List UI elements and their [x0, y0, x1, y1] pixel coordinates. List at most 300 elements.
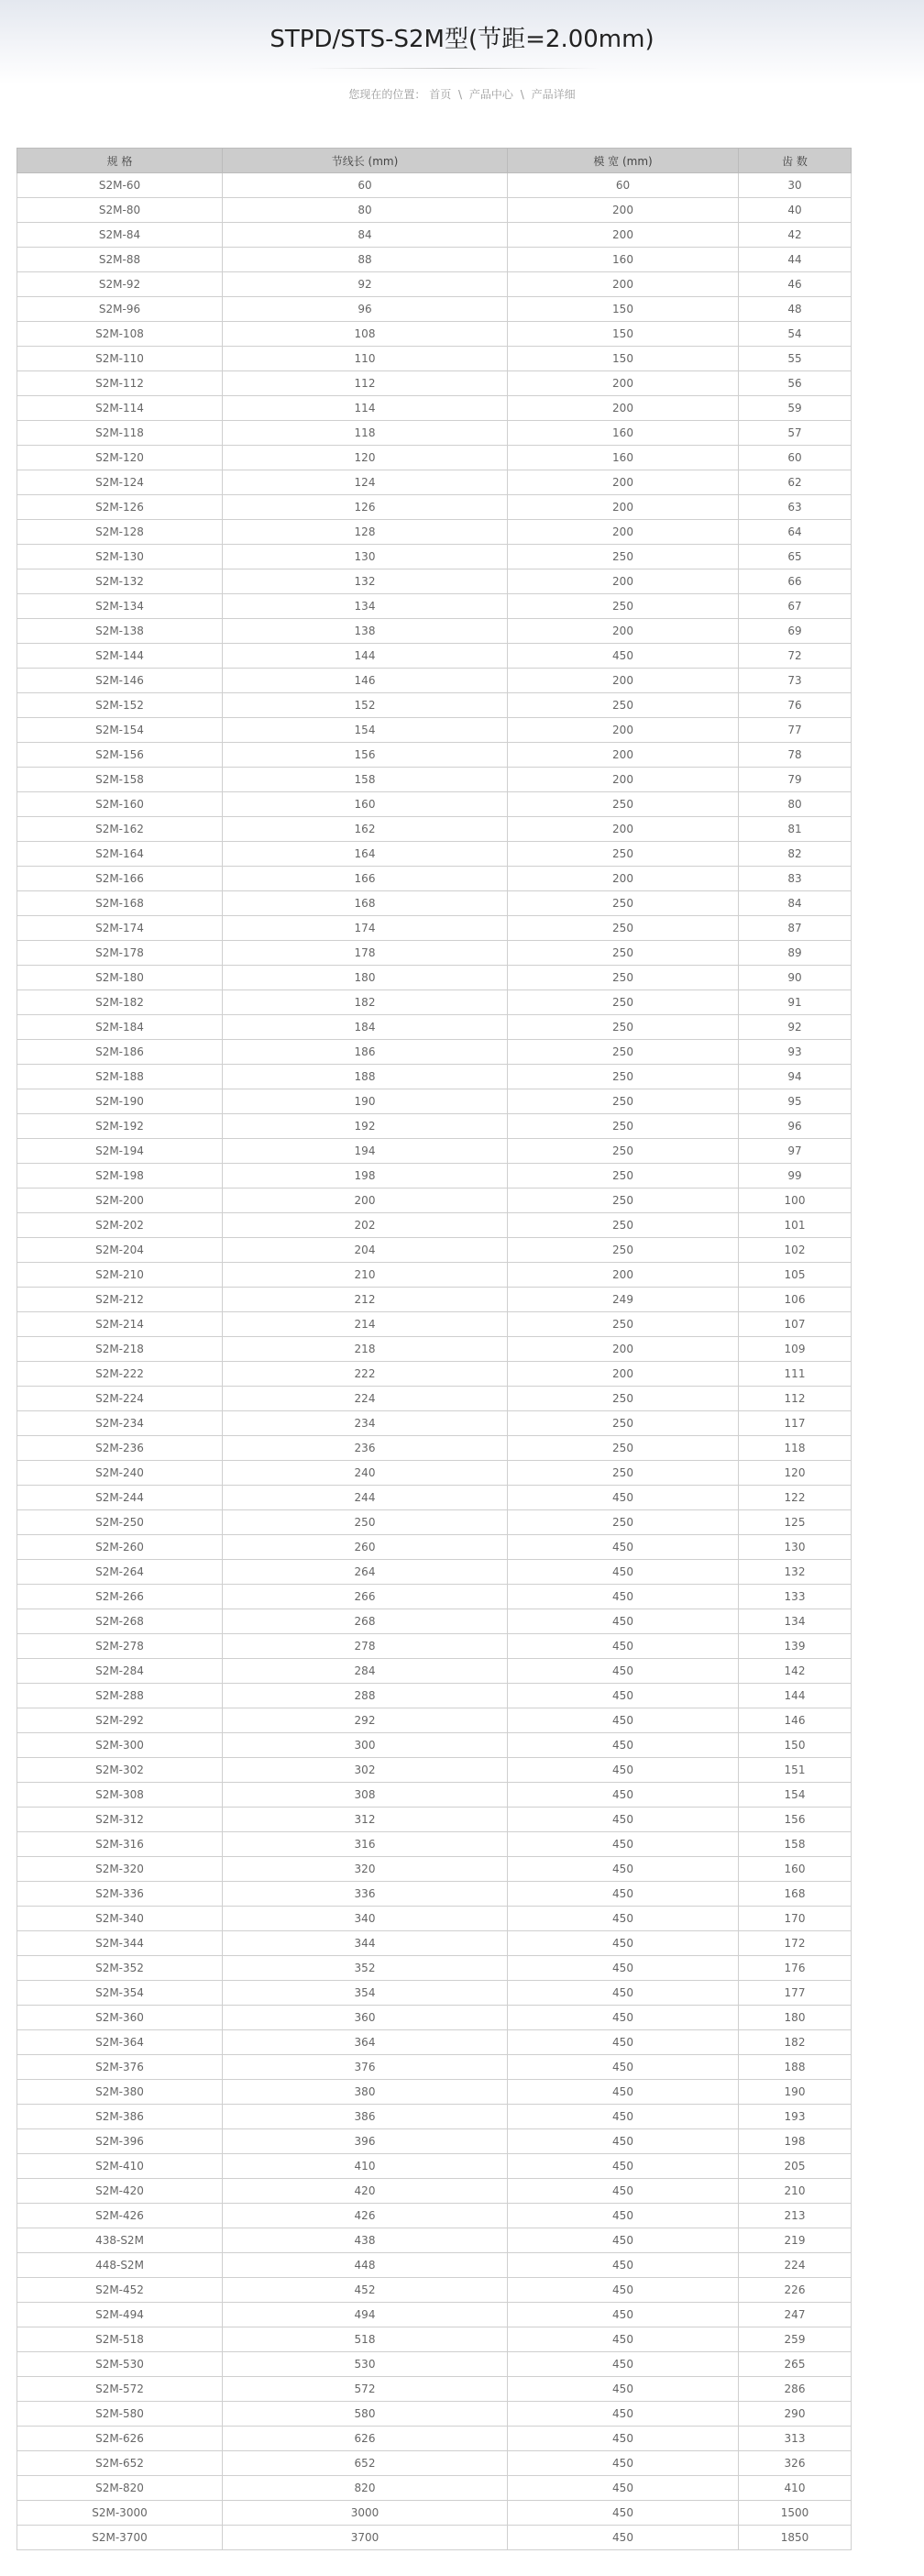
table-row: [17, 1164, 852, 1188]
cell-width: 200: [508, 619, 739, 644]
cell-width: 160: [508, 248, 739, 272]
table-row: [17, 1832, 852, 1857]
cell-teeth: 247: [739, 2303, 852, 2327]
cell-pitch-length: 164: [223, 842, 508, 867]
cell-pitch-length: 448: [223, 2253, 508, 2278]
table-row: [17, 2303, 852, 2327]
cell-width: 200: [508, 669, 739, 693]
table-row: [17, 669, 852, 693]
cell-spec: S2M-518: [17, 2327, 223, 2352]
cell-teeth: 90: [739, 966, 852, 990]
table-row: [17, 1684, 852, 1708]
cell-teeth: 44: [739, 248, 852, 272]
table-row: [17, 173, 852, 198]
cell-width: 450: [508, 1808, 739, 1832]
cell-spec: S2M-420: [17, 2179, 223, 2204]
table-row: [17, 1733, 852, 1758]
cell-width: 450: [508, 1684, 739, 1708]
table-row: [17, 1015, 852, 1040]
table-row: [17, 1114, 852, 1139]
cell-spec: S2M-360: [17, 2006, 223, 2030]
table-row: [17, 470, 852, 495]
cell-spec: S2M-84: [17, 223, 223, 248]
table-row: [17, 495, 852, 520]
cell-spec: S2M-152: [17, 693, 223, 718]
breadcrumb-prefix: 您现在的位置：: [348, 88, 426, 101]
cell-pitch-length: 302: [223, 1758, 508, 1783]
cell-teeth: 102: [739, 1238, 852, 1263]
cell-teeth: 57: [739, 421, 852, 446]
cell-spec: S2M-652: [17, 2451, 223, 2476]
cell-spec: S2M-452: [17, 2278, 223, 2303]
cell-spec: S2M-124: [17, 470, 223, 495]
cell-pitch-length: 144: [223, 644, 508, 669]
cell-width: 150: [508, 297, 739, 322]
table-row: [17, 371, 852, 396]
cell-teeth: 105: [739, 1263, 852, 1288]
cell-width: 450: [508, 1634, 739, 1659]
cell-width: 250: [508, 1510, 739, 1535]
cell-width: 250: [508, 1387, 739, 1411]
cell-pitch-length: 180: [223, 966, 508, 990]
cell-spec: S2M-112: [17, 371, 223, 396]
table-body: [17, 173, 852, 2550]
cell-teeth: 154: [739, 1783, 852, 1808]
cell-pitch-length: 190: [223, 1089, 508, 1114]
table-row: [17, 1857, 852, 1882]
cell-width: 450: [508, 2526, 739, 2550]
cell-spec: S2M-110: [17, 347, 223, 371]
table-row: [17, 1956, 852, 1981]
cell-spec: S2M-364: [17, 2030, 223, 2055]
table-row: [17, 2476, 852, 2501]
table-row: [17, 520, 852, 545]
cell-spec: S2M-212: [17, 1288, 223, 1312]
table-row: [17, 1288, 852, 1312]
cell-width: 250: [508, 1139, 739, 1164]
cell-width: 250: [508, 941, 739, 966]
cell-width: 450: [508, 1832, 739, 1857]
cell-spec: S2M-186: [17, 1040, 223, 1065]
cell-spec: S2M-108: [17, 322, 223, 347]
cell-spec: S2M-160: [17, 792, 223, 817]
cell-pitch-length: 168: [223, 891, 508, 916]
cell-pitch-length: 364: [223, 2030, 508, 2055]
cell-width: 250: [508, 891, 739, 916]
cell-pitch-length: 236: [223, 1436, 508, 1461]
cell-width: 450: [508, 1907, 739, 1931]
cell-width: 250: [508, 792, 739, 817]
cell-pitch-length: 212: [223, 1288, 508, 1312]
cell-pitch-length: 126: [223, 495, 508, 520]
cell-pitch-length: 260: [223, 1535, 508, 1560]
cell-teeth: 177: [739, 1981, 852, 2006]
cell-pitch-length: 360: [223, 2006, 508, 2030]
cell-pitch-length: 250: [223, 1510, 508, 1535]
cell-teeth: 213: [739, 2204, 852, 2228]
cell-teeth: 410: [739, 2476, 852, 2501]
cell-width: 450: [508, 1659, 739, 1684]
cell-pitch-length: 268: [223, 1609, 508, 1634]
cell-teeth: 109: [739, 1337, 852, 1362]
cell-pitch-length: 174: [223, 916, 508, 941]
breadcrumb-home-link[interactable]: 首页: [429, 88, 452, 101]
cell-teeth: 40: [739, 198, 852, 223]
cell-spec: S2M-118: [17, 421, 223, 446]
cell-spec: S2M-60: [17, 173, 223, 198]
cell-pitch-length: 376: [223, 2055, 508, 2080]
cell-pitch-length: 84: [223, 223, 508, 248]
cell-width: 450: [508, 2204, 739, 2228]
cell-pitch-length: 200: [223, 1188, 508, 1213]
cell-width: 200: [508, 371, 739, 396]
cell-teeth: 146: [739, 1708, 852, 1733]
cell-spec: S2M-626: [17, 2427, 223, 2451]
cell-teeth: 106: [739, 1288, 852, 1312]
table-row: [17, 2352, 852, 2377]
cell-pitch-length: 264: [223, 1560, 508, 1585]
cell-teeth: 139: [739, 1634, 852, 1659]
cell-teeth: 265: [739, 2352, 852, 2377]
cell-width: 250: [508, 594, 739, 619]
cell-spec: S2M-260: [17, 1535, 223, 1560]
page-header: [0, 0, 924, 84]
cell-teeth: 93: [739, 1040, 852, 1065]
cell-spec: S2M-96: [17, 297, 223, 322]
table-row: [17, 1758, 852, 1783]
cell-width: 250: [508, 545, 739, 569]
table-row: [17, 2427, 852, 2451]
cell-teeth: 76: [739, 693, 852, 718]
cell-teeth: 190: [739, 2080, 852, 2105]
cell-width: 250: [508, 916, 739, 941]
table-row: [17, 421, 852, 446]
cell-teeth: 95: [739, 1089, 852, 1114]
cell-teeth: 94: [739, 1065, 852, 1089]
column-header-width: 模 宽 (mm): [508, 149, 739, 173]
cell-pitch-length: 138: [223, 619, 508, 644]
cell-spec: S2M-218: [17, 1337, 223, 1362]
cell-teeth: 205: [739, 2154, 852, 2179]
table-row: [17, 817, 852, 842]
table-row: [17, 2080, 852, 2105]
cell-pitch-length: 320: [223, 1857, 508, 1882]
table-row: [17, 2129, 852, 2154]
cell-spec: S2M-344: [17, 1931, 223, 1956]
cell-spec: S2M-580: [17, 2402, 223, 2427]
cell-width: 200: [508, 768, 739, 792]
cell-teeth: 326: [739, 2451, 852, 2476]
cell-spec: S2M-146: [17, 669, 223, 693]
cell-teeth: 65: [739, 545, 852, 569]
cell-teeth: 170: [739, 1907, 852, 1931]
table-row: [17, 2228, 852, 2253]
cell-width: 250: [508, 842, 739, 867]
table-row: [17, 2006, 852, 2030]
table-row: [17, 594, 852, 619]
cell-width: 450: [508, 2253, 739, 2278]
cell-width: 450: [508, 2006, 739, 2030]
cell-width: 250: [508, 1089, 739, 1114]
cell-pitch-length: 626: [223, 2427, 508, 2451]
cell-teeth: 151: [739, 1758, 852, 1783]
cell-teeth: 158: [739, 1832, 852, 1857]
cell-spec: S2M-312: [17, 1808, 223, 1832]
cell-teeth: 132: [739, 1560, 852, 1585]
cell-width: 200: [508, 396, 739, 421]
cell-pitch-length: 128: [223, 520, 508, 545]
cell-spec: S2M-190: [17, 1089, 223, 1114]
cell-width: 250: [508, 1213, 739, 1238]
cell-width: 200: [508, 867, 739, 891]
cell-pitch-length: 278: [223, 1634, 508, 1659]
cell-width: 450: [508, 1981, 739, 2006]
table-row: [17, 1337, 852, 1362]
breadcrumb-products-link[interactable]: 产品中心: [468, 88, 513, 101]
table-row: [17, 1585, 852, 1609]
cell-pitch-length: 110: [223, 347, 508, 371]
cell-width: 450: [508, 2427, 739, 2451]
cell-pitch-length: 494: [223, 2303, 508, 2327]
table-row: [17, 2501, 852, 2526]
cell-pitch-length: 112: [223, 371, 508, 396]
table-row: [17, 1708, 852, 1733]
cell-width: 200: [508, 495, 739, 520]
cell-width: 450: [508, 1931, 739, 1956]
table-row: [17, 1882, 852, 1907]
cell-width: 250: [508, 1040, 739, 1065]
table-row: [17, 2377, 852, 2402]
cell-teeth: 142: [739, 1659, 852, 1684]
cell-pitch-length: 312: [223, 1808, 508, 1832]
cell-width: 450: [508, 1560, 739, 1585]
cell-pitch-length: 820: [223, 2476, 508, 2501]
cell-spec: 438-S2M: [17, 2228, 223, 2253]
cell-width: 249: [508, 1288, 739, 1312]
cell-pitch-length: 572: [223, 2377, 508, 2402]
table-row: [17, 2154, 852, 2179]
cell-teeth: 73: [739, 669, 852, 693]
cell-spec: S2M-386: [17, 2105, 223, 2129]
cell-spec: S2M-194: [17, 1139, 223, 1164]
cell-width: 250: [508, 966, 739, 990]
cell-pitch-length: 652: [223, 2451, 508, 2476]
cell-teeth: 78: [739, 743, 852, 768]
table-row: [17, 2179, 852, 2204]
cell-width: 450: [508, 2377, 739, 2402]
cell-pitch-length: 3700: [223, 2526, 508, 2550]
table-row: [17, 1907, 852, 1931]
cell-spec: S2M-130: [17, 545, 223, 569]
cell-teeth: 107: [739, 1312, 852, 1337]
table-row: [17, 1808, 852, 1832]
table-row: [17, 891, 852, 916]
cell-teeth: 82: [739, 842, 852, 867]
table-row: [17, 1634, 852, 1659]
cell-teeth: 92: [739, 1015, 852, 1040]
cell-pitch-length: 396: [223, 2129, 508, 2154]
cell-spec: S2M-320: [17, 1857, 223, 1882]
cell-spec: S2M-316: [17, 1832, 223, 1857]
cell-pitch-length: 134: [223, 594, 508, 619]
cell-pitch-length: 96: [223, 297, 508, 322]
cell-pitch-length: 336: [223, 1882, 508, 1907]
table-row: [17, 1065, 852, 1089]
cell-teeth: 87: [739, 916, 852, 941]
cell-pitch-length: 386: [223, 2105, 508, 2129]
spec-table-container: [16, 148, 851, 2550]
cell-teeth: 122: [739, 1486, 852, 1510]
cell-teeth: 182: [739, 2030, 852, 2055]
cell-pitch-length: 420: [223, 2179, 508, 2204]
cell-pitch-length: 204: [223, 1238, 508, 1263]
cell-teeth: 46: [739, 272, 852, 297]
cell-width: 200: [508, 817, 739, 842]
cell-teeth: 290: [739, 2402, 852, 2427]
column-header-pitch-length: 节线长 (mm): [223, 149, 508, 173]
table-row: [17, 1139, 852, 1164]
table-row: [17, 941, 852, 966]
cell-teeth: 118: [739, 1436, 852, 1461]
cell-pitch-length: 132: [223, 569, 508, 594]
cell-teeth: 160: [739, 1857, 852, 1882]
cell-pitch-length: 438: [223, 2228, 508, 2253]
cell-spec: S2M-410: [17, 2154, 223, 2179]
table-row: [17, 2526, 852, 2550]
cell-teeth: 134: [739, 1609, 852, 1634]
cell-width: 450: [508, 2451, 739, 2476]
breadcrumb: [0, 86, 924, 102]
cell-width: 450: [508, 1486, 739, 1510]
cell-teeth: 67: [739, 594, 852, 619]
cell-pitch-length: 120: [223, 446, 508, 470]
cell-width: 160: [508, 421, 739, 446]
cell-spec: S2M-572: [17, 2377, 223, 2402]
cell-teeth: 59: [739, 396, 852, 421]
cell-pitch-length: 182: [223, 990, 508, 1015]
table-row: [17, 1362, 852, 1387]
cell-teeth: 84: [739, 891, 852, 916]
cell-pitch-length: 184: [223, 1015, 508, 1040]
table-row: [17, 1312, 852, 1337]
cell-teeth: 55: [739, 347, 852, 371]
table-row: [17, 718, 852, 743]
cell-width: 200: [508, 1337, 739, 1362]
cell-teeth: 97: [739, 1139, 852, 1164]
cell-pitch-length: 218: [223, 1337, 508, 1362]
table-row: [17, 2402, 852, 2427]
cell-teeth: 172: [739, 1931, 852, 1956]
cell-spec: S2M-292: [17, 1708, 223, 1733]
cell-width: 450: [508, 1535, 739, 1560]
cell-width: 200: [508, 272, 739, 297]
table-row: [17, 644, 852, 669]
cell-pitch-length: 224: [223, 1387, 508, 1411]
cell-spec: S2M-178: [17, 941, 223, 966]
cell-spec: S2M-132: [17, 569, 223, 594]
cell-width: 450: [508, 2179, 739, 2204]
table-row: [17, 1931, 852, 1956]
cell-pitch-length: 188: [223, 1065, 508, 1089]
cell-teeth: 79: [739, 768, 852, 792]
cell-teeth: 83: [739, 867, 852, 891]
cell-pitch-length: 60: [223, 173, 508, 198]
cell-pitch-length: 316: [223, 1832, 508, 1857]
cell-spec: S2M-3000: [17, 2501, 223, 2526]
table-row: [17, 223, 852, 248]
cell-width: 450: [508, 1882, 739, 1907]
cell-width: 250: [508, 1312, 739, 1337]
cell-width: 200: [508, 743, 739, 768]
cell-spec: S2M-244: [17, 1486, 223, 1510]
cell-spec: S2M-158: [17, 768, 223, 792]
cell-pitch-length: 3000: [223, 2501, 508, 2526]
table-row: [17, 1510, 852, 1535]
cell-width: 450: [508, 2030, 739, 2055]
cell-teeth: 156: [739, 1808, 852, 1832]
cell-pitch-length: 166: [223, 867, 508, 891]
cell-spec: S2M-180: [17, 966, 223, 990]
cell-width: 200: [508, 520, 739, 545]
table-row: [17, 1609, 852, 1634]
cell-pitch-length: 194: [223, 1139, 508, 1164]
cell-width: 450: [508, 1733, 739, 1758]
cell-teeth: 54: [739, 322, 852, 347]
cell-pitch-length: 352: [223, 1956, 508, 1981]
cell-width: 450: [508, 1609, 739, 1634]
cell-spec: S2M-128: [17, 520, 223, 545]
cell-pitch-length: 124: [223, 470, 508, 495]
cell-pitch-length: 114: [223, 396, 508, 421]
cell-teeth: 168: [739, 1882, 852, 1907]
table-row: [17, 322, 852, 347]
cell-width: 200: [508, 1362, 739, 1387]
cell-width: 450: [508, 1758, 739, 1783]
cell-pitch-length: 186: [223, 1040, 508, 1065]
cell-spec: S2M-236: [17, 1436, 223, 1461]
cell-spec: S2M-92: [17, 272, 223, 297]
table-header-row: [17, 149, 852, 173]
table-row: [17, 1436, 852, 1461]
cell-spec: S2M-134: [17, 594, 223, 619]
cell-spec: S2M-80: [17, 198, 223, 223]
cell-teeth: 176: [739, 1956, 852, 1981]
table-row: [17, 2278, 852, 2303]
cell-pitch-length: 266: [223, 1585, 508, 1609]
cell-teeth: 193: [739, 2105, 852, 2129]
cell-pitch-length: 530: [223, 2352, 508, 2377]
table-row: [17, 1263, 852, 1288]
cell-pitch-length: 156: [223, 743, 508, 768]
cell-pitch-length: 308: [223, 1783, 508, 1808]
table-row: [17, 1981, 852, 2006]
cell-pitch-length: 108: [223, 322, 508, 347]
cell-width: 450: [508, 2303, 739, 2327]
table-row: [17, 1040, 852, 1065]
cell-width: 200: [508, 198, 739, 223]
cell-width: 250: [508, 1188, 739, 1213]
cell-teeth: 91: [739, 990, 852, 1015]
cell-teeth: 150: [739, 1733, 852, 1758]
cell-spec: S2M-268: [17, 1609, 223, 1634]
cell-pitch-length: 88: [223, 248, 508, 272]
cell-width: 450: [508, 2327, 739, 2352]
cell-spec: S2M-154: [17, 718, 223, 743]
cell-width: 250: [508, 1461, 739, 1486]
cell-teeth: 89: [739, 941, 852, 966]
table-row: [17, 743, 852, 768]
cell-spec: S2M-308: [17, 1783, 223, 1808]
